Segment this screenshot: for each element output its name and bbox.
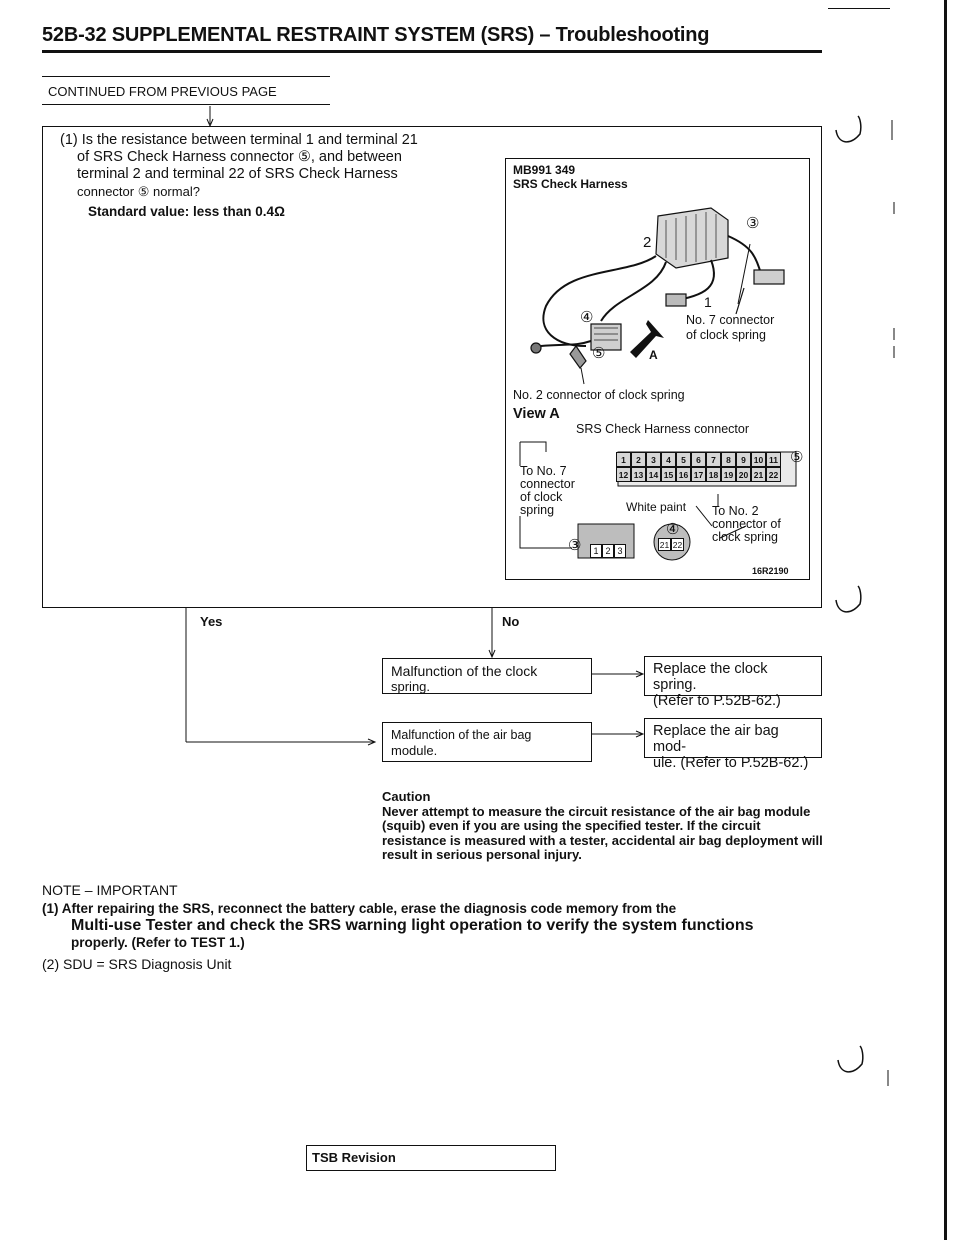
figure-code: 16R2190	[752, 566, 789, 576]
connector-pin: 8	[721, 452, 736, 467]
caution-title: Caution	[382, 789, 431, 804]
connector-pin: 11	[766, 452, 781, 467]
connector-pin: 2	[631, 452, 646, 467]
to-no7-label: connector	[520, 477, 575, 491]
continued-label: CONTINUED FROM PREVIOUS PAGE	[48, 84, 277, 99]
action-replace-clock-spring	[644, 656, 822, 709]
connector-pin: 6	[691, 452, 706, 467]
note-line: (1) After repairing the SRS, reconnect the battery cable, erase the diagnosis code memory from the	[42, 901, 677, 916]
connector-pin: 10	[751, 452, 766, 467]
note-line: Multi-use Tester and check the SRS warning light operation to verify the system functions	[71, 917, 754, 934]
note-line: properly. (Refer to TEST 1.)	[71, 935, 245, 950]
action-line: (Refer to P.52B-62.)	[653, 693, 781, 709]
connector-pin: 1	[590, 544, 602, 558]
label-3: ③	[746, 215, 760, 232]
connector-pin: 18	[706, 467, 721, 482]
connector-pin: 19	[721, 467, 736, 482]
connector-pin: 12	[616, 467, 631, 482]
to-no7-label: spring	[520, 503, 555, 517]
note-heading: NOTE – IMPORTANT	[42, 882, 178, 898]
tool-name: SRS Check Harness	[513, 177, 628, 191]
question-line: connector ⑤ normal?	[77, 184, 200, 199]
action-line: ule. (Refer to P.52B-62.)	[653, 755, 809, 771]
view-label-4: ④	[666, 521, 680, 538]
action-line: Replace the air bag mod-	[653, 723, 779, 755]
result-air-bag	[382, 722, 592, 762]
connector-pin: 4	[661, 452, 676, 467]
action-replace-air-bag	[644, 718, 822, 771]
connector-pin: 15	[661, 467, 676, 482]
connector-pin: 1	[616, 452, 631, 467]
action-line: Replace the clock spring.	[653, 661, 768, 693]
question-line: terminal 2 and terminal 22 of SRS Check Harness	[77, 166, 398, 182]
connector-pin: 9	[736, 452, 751, 467]
connector-pin: 21	[659, 539, 670, 550]
yes-branch-label: Yes	[200, 614, 223, 629]
result-line: Malfunction of the air bag	[391, 728, 532, 742]
to-no2-label: To No. 2	[712, 504, 759, 518]
label-1: 1	[704, 294, 712, 310]
connector-pin: 14	[646, 467, 661, 482]
connector-pin: 7	[706, 452, 721, 467]
view-a-heading: View A	[513, 406, 560, 422]
connector-pin: 3	[646, 452, 661, 467]
connector-pin: 17	[691, 467, 706, 482]
question-line: of SRS Check Harness connector ⑤, and between	[77, 149, 402, 165]
harness-connector-label: SRS Check Harness connector	[576, 422, 749, 436]
connector-pin: 13	[631, 467, 646, 482]
no7-connector-label: of clock spring	[686, 328, 766, 342]
caution-block	[382, 790, 824, 863]
result-clock-spring	[382, 658, 592, 694]
no2-connector-label: No. 2 connector of clock spring	[513, 388, 685, 402]
connector-pin: 21	[751, 467, 766, 482]
result-line: spring.	[391, 679, 431, 694]
result-line: module.	[391, 743, 438, 758]
standard-value: Standard value: less than 0.4Ω	[88, 204, 285, 219]
question-line: (1) Is the resistance between terminal 1 and terminal 21	[60, 132, 418, 148]
white-paint-label: White paint	[626, 500, 687, 514]
note-item-2: (2) SDU = SRS Diagnosis Unit	[42, 956, 232, 972]
connector-pin: 2	[602, 544, 614, 558]
label-2: 2	[643, 234, 652, 251]
result-line: Malfunction of the clock	[391, 663, 538, 679]
page-title: 52B-32 SUPPLEMENTAL RESTRAINT SYSTEM (SRS) – Troubleshooting	[42, 24, 710, 46]
to-no2-label: connector of	[712, 517, 781, 531]
note-item-1	[42, 900, 826, 951]
connector-pin: 5	[676, 452, 691, 467]
connector-pin: 16	[676, 467, 691, 482]
tsb-revision-label: TSB Revision	[312, 1150, 396, 1165]
tool-part-number: MB991 349	[513, 163, 576, 177]
connector-pin: 22	[672, 539, 683, 550]
connector-pin: 3	[614, 544, 626, 558]
margin-marks	[824, 110, 924, 1210]
no-branch-label: No	[502, 614, 520, 629]
label-4: ④	[580, 309, 594, 326]
connector-pin: 22	[766, 467, 781, 482]
caution-text: Never attempt to measure the circuit resistance of the air bag module (squib) even if you are using the specified tester. If the circuit resistance is measured with a tester, accidental air bag deployment will result in serious personal injury.	[382, 803, 823, 862]
connector-pin: 20	[736, 467, 751, 482]
to-no7-label: of clock	[520, 490, 563, 504]
no7-connector-label: No. 7 connector	[686, 313, 775, 327]
label-a: A	[649, 348, 658, 362]
label-5: ⑤	[592, 345, 606, 362]
to-no2-label: clock spring	[712, 530, 778, 544]
view-label-5: ⑤	[790, 449, 804, 466]
to-no7-label: To No. 7	[520, 464, 567, 478]
view-label-3: ③	[568, 537, 582, 554]
